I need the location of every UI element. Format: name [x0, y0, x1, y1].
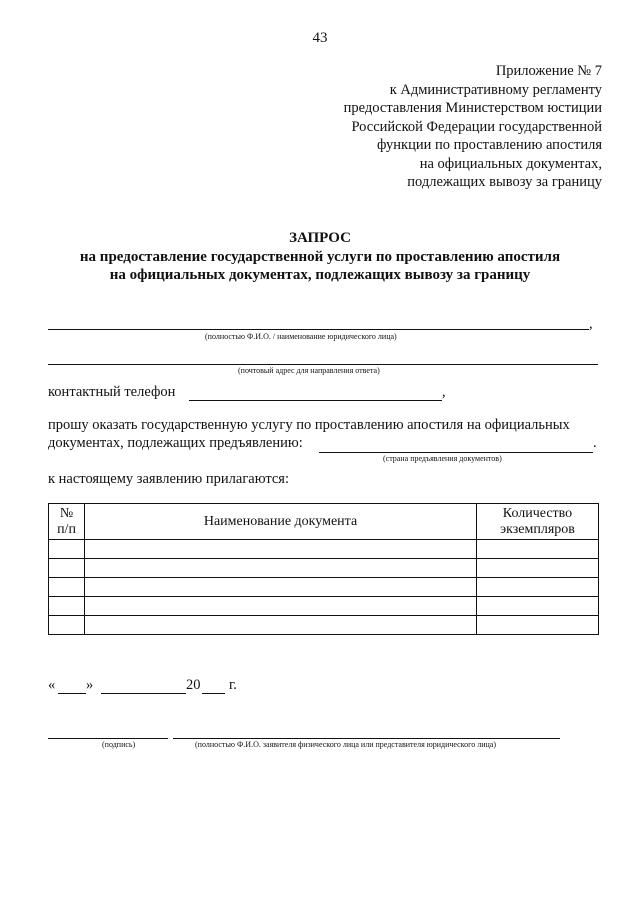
col-number-line: № — [59, 505, 74, 521]
title-line: на официальных документах, подлежащих вывозу за границу — [109, 267, 531, 283]
appendix-line: Приложение № 7 — [495, 63, 602, 79]
table-row — [49, 616, 599, 635]
page-number: 43 — [312, 30, 328, 46]
phone-label: контактный телефон — [48, 384, 176, 400]
title-line: на предоставление государственной услуги по проставлению апостиля — [79, 248, 561, 265]
table-cell[interactable] — [49, 597, 85, 616]
request-period: . — [593, 435, 597, 451]
appendix-block — [344, 62, 602, 192]
postal-address-caption: (почтовый адрес для направления ответа) — [238, 366, 380, 375]
table-row — [49, 578, 599, 597]
table-cell[interactable] — [477, 597, 599, 616]
table-cell[interactable] — [85, 578, 477, 597]
date-month-field[interactable] — [101, 693, 186, 694]
name-comma: , — [589, 316, 593, 332]
postal-address-field[interactable] — [48, 364, 598, 365]
country-caption: (страна предъявления документов) — [383, 454, 502, 463]
country-field[interactable] — [319, 452, 593, 453]
appendix-line: подлежащих вывозу за границу — [407, 174, 602, 190]
table-cell[interactable] — [49, 559, 85, 578]
table-row — [49, 540, 599, 559]
document-title — [0, 229, 640, 285]
table-cell[interactable] — [49, 540, 85, 559]
table-header-row — [49, 504, 599, 540]
request-text: документах, подлежащих предъявлению: — [48, 435, 303, 451]
table-cell[interactable] — [49, 578, 85, 597]
table-row — [49, 597, 599, 616]
col-count-header — [477, 504, 599, 540]
table-cell[interactable] — [85, 559, 477, 578]
request-text: прошу оказать государственную услугу по проставлению апостиля на официальных — [48, 417, 570, 433]
attached-label: к настоящему заявлению прилагаются: — [48, 471, 289, 487]
table-cell[interactable] — [477, 559, 599, 578]
date-open-quote: « — [48, 677, 56, 693]
table-cell[interactable] — [477, 616, 599, 635]
col-count-line: экземпляров — [500, 521, 575, 537]
appendix-line: на официальных документах, — [419, 155, 602, 172]
date-year-field[interactable] — [202, 693, 225, 694]
date-close-quote: » — [86, 677, 94, 693]
appendix-line: предоставления Министерством юстиции — [343, 100, 602, 116]
table-cell[interactable] — [49, 616, 85, 635]
col-number-header — [49, 504, 85, 540]
title-heading: ЗАПРОС — [289, 230, 351, 246]
applicant-name-caption: (полностью Ф.И.О. / наименование юридического лица) — [205, 332, 397, 341]
signature-caption: (подпись) — [102, 740, 136, 749]
signer-name-caption: (полностью Ф.И.О. заявителя физического лица или представителя юридического лица) — [195, 740, 497, 749]
col-number-line: п/п — [57, 521, 76, 537]
documents-table — [48, 503, 599, 635]
table-cell[interactable] — [85, 540, 477, 559]
date-year-suffix: г. — [229, 677, 237, 693]
table-cell[interactable] — [477, 578, 599, 597]
table-row — [49, 559, 599, 578]
table-cell[interactable] — [85, 616, 477, 635]
applicant-name-field[interactable] — [48, 329, 589, 330]
col-count-line: Количество — [502, 505, 573, 521]
signature-field[interactable] — [48, 738, 168, 739]
date-day-field[interactable] — [58, 693, 86, 694]
appendix-line: Российской Федерации государственной — [351, 118, 602, 135]
signer-name-field[interactable] — [173, 738, 560, 739]
phone-field[interactable] — [189, 400, 442, 401]
appendix-line: к Административному регламенту — [389, 81, 602, 98]
table-cell[interactable] — [85, 597, 477, 616]
appendix-line: функции по проставлению апостиля — [377, 137, 602, 153]
phone-comma: , — [442, 384, 446, 400]
table-cell[interactable] — [477, 540, 599, 559]
date-century: 20 — [186, 677, 201, 693]
col-name-header: Наименование документа — [85, 504, 477, 540]
